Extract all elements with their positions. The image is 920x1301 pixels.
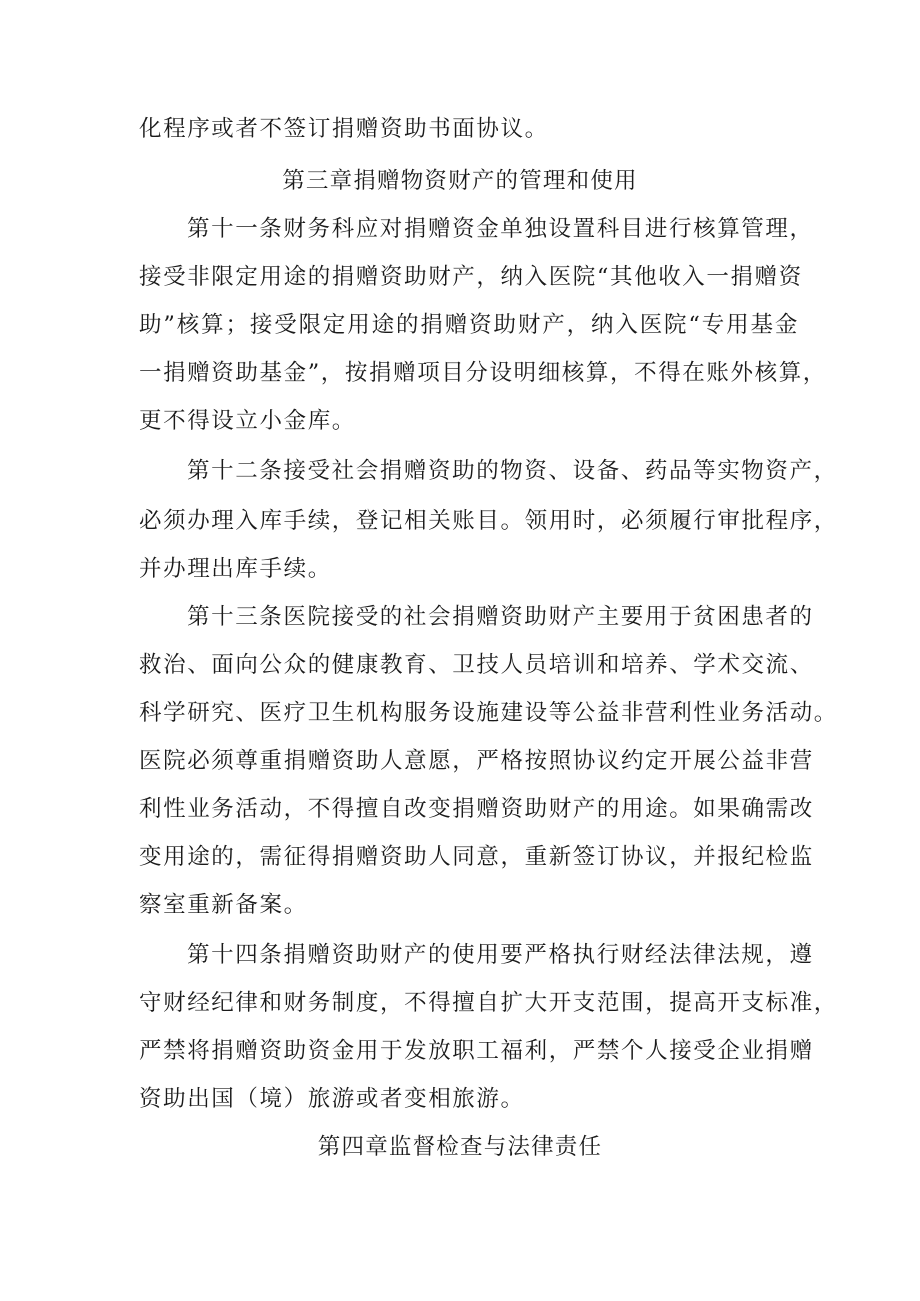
paragraph-line: 助”核算；接受限定用途的捐赠资助财产，纳入医院“专用基金: [139, 312, 799, 338]
paragraph-line: 第十一条财务科应对捐赠资金单独设置科目进行核算管理，: [187, 216, 814, 242]
paragraph-line: 察室重新备案。: [139, 892, 308, 918]
paragraph-line: 接受非限定用途的捐赠资助财产，纳入医院“其他收入一捐赠资: [139, 264, 803, 290]
paragraph-line: 一捐赠资助基金”，按捐赠项目分设明细核算，不得在账外核算，: [139, 360, 827, 386]
paragraph-line: 第十三条医院接受的社会捐赠资助财产主要用于贫困患者的: [187, 604, 814, 630]
paragraph-line: 变用途的，需征得捐赠资助人同意，重新签订协议，并报纪检监: [139, 844, 814, 870]
chapter-heading: 第三章捐赠物资财产的管理和使用: [282, 168, 638, 194]
paragraph-line: 救治、面向公众的健康教育、卫技人员培训和培养、学术交流、: [139, 652, 814, 678]
paragraph-line: 资助出国（境）旅游或者变相旅游。: [139, 1086, 525, 1112]
paragraph-line: 并办理出库手续。: [139, 556, 332, 582]
paragraph-line: 第十二条接受社会捐赠资助的物资、设备、药品等实物资产，: [187, 458, 838, 484]
paragraph-line: 医院必须尊重捐赠资助人意愿，严格按照协议约定开展公益非营: [139, 748, 814, 774]
paragraph-line: 严禁将捐赠资助资金用于发放职工福利，严禁个人接受企业捐赠: [139, 1038, 814, 1064]
paragraph-line: 必须办理入库手续，登记相关账目。领用时，必须履行审批程序，: [139, 508, 838, 534]
paragraph-line: 守财经纪律和财务制度，不得擅自扩大开支范围，提高开支标准，: [139, 990, 838, 1016]
paragraph-line: 更不得设立小金库。: [139, 408, 356, 434]
paragraph-line: 化程序或者不签订捐赠资助书面协议。: [139, 116, 549, 142]
paragraph-line: 第十四条捐赠资助财产的使用要严格执行财经法律法规，遵: [187, 942, 814, 968]
paragraph-line: 利性业务活动，不得擅自改变捐赠资助财产的用途。如果确需改: [139, 796, 814, 822]
paragraph-line: 科学研究、医疗卫生机构服务设施建设等公益非营利性业务活动。: [139, 700, 838, 726]
chapter-heading: 第四章监督检查与法律责任: [317, 1134, 603, 1160]
